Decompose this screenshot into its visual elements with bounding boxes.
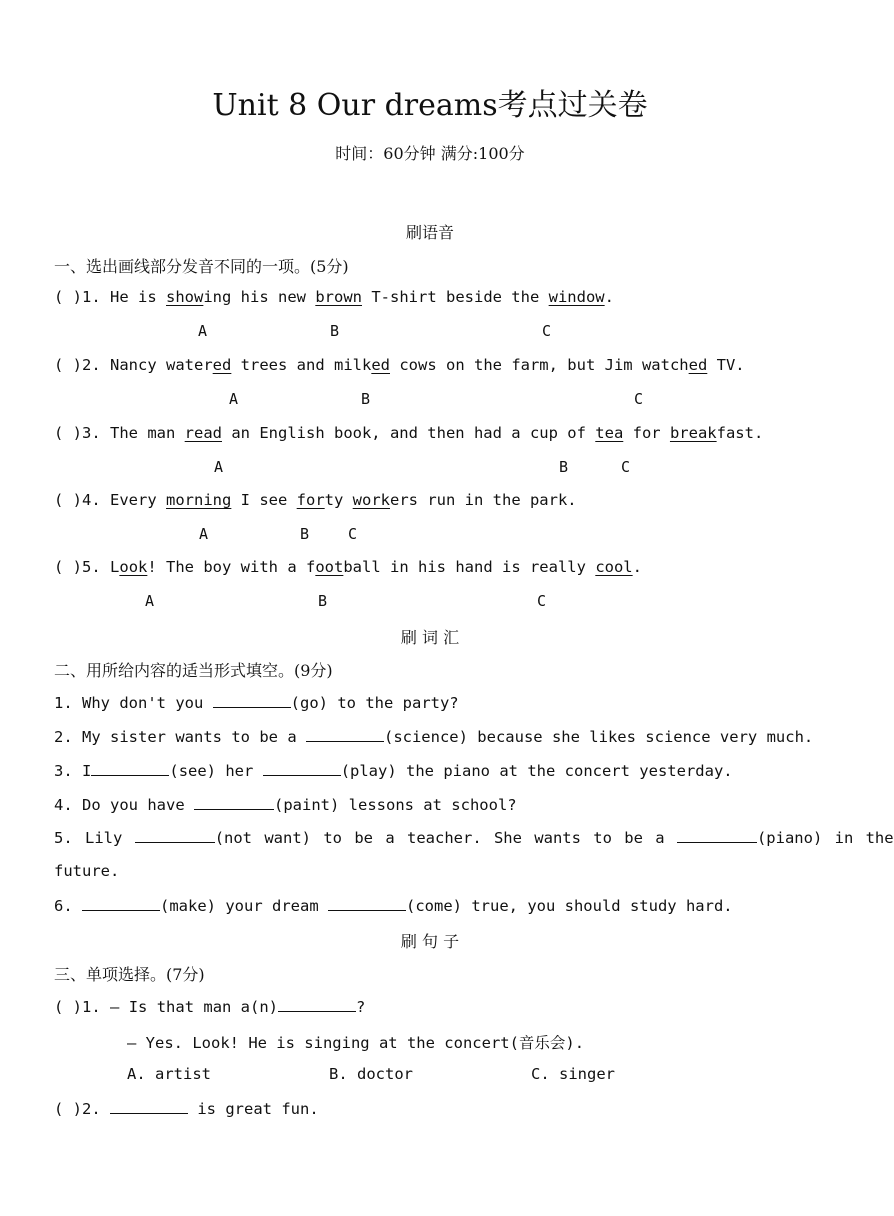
answer-paren[interactable]: ( )1.	[54, 288, 101, 306]
option-letter-a: A	[229, 390, 239, 408]
fill-blank-continuation: future.	[54, 862, 120, 880]
underlined-part: ed	[371, 356, 390, 374]
option-letter-a: A	[214, 458, 224, 476]
answer-blank[interactable]	[194, 795, 274, 810]
option-letter-c: C	[634, 390, 644, 408]
option-letter-a: A	[199, 525, 209, 543]
option-a[interactable]: A. artist	[127, 1065, 211, 1083]
underlined-part: read	[184, 424, 222, 442]
answer-blank[interactable]	[328, 896, 406, 911]
answer-blank[interactable]	[135, 828, 215, 843]
phonics-question: ( )2. Nancy watered trees and milked cows on the farm, but Jim watched TV.	[54, 356, 745, 374]
option-letter-a: A	[145, 592, 155, 610]
exam-info: 时间：60分钟 满分:100分	[335, 144, 525, 163]
option-b[interactable]: B. doctor	[329, 1065, 413, 1083]
underlined-part: ed	[212, 356, 232, 374]
underlined-part: morning	[166, 491, 232, 509]
answer-paren[interactable]: ( )2.	[54, 356, 101, 374]
answer-blank[interactable]	[91, 761, 169, 776]
phonics-question: ( )5. Look! The boy with a football in his hand is really cool.	[54, 558, 642, 576]
answer-paren[interactable]: ( )2.	[54, 1100, 101, 1118]
underlined-part: work	[352, 491, 390, 509]
option-letter-b: B	[300, 525, 310, 543]
option-letter-c: C	[621, 458, 631, 476]
section-heading-sentences: 刷 句 子	[400, 932, 460, 951]
underlined-part: window	[548, 288, 605, 306]
dialogue-answer: — Yes. Look! He is singing at the concert(音乐会).	[127, 1034, 585, 1052]
option-letter-b: B	[330, 322, 340, 340]
answer-blank[interactable]	[82, 896, 160, 911]
option-c[interactable]: C. singer	[531, 1065, 615, 1083]
answer-blank[interactable]	[213, 693, 291, 708]
underlined-part: break	[669, 424, 717, 442]
underlined-part: brown	[315, 288, 362, 306]
answer-paren[interactable]: ( )1.	[54, 998, 101, 1016]
choice-question: ( )1. — Is that man a(n) ?	[54, 998, 366, 1016]
instruction-vocabulary: 二、用所给内容的适当形式填空。(9分)	[54, 661, 333, 680]
option-letter-c: C	[537, 592, 547, 610]
option-letter-b: B	[559, 458, 569, 476]
option-letter-c: C	[542, 322, 552, 340]
answer-paren[interactable]: ( )5.	[54, 558, 101, 576]
fill-blank-question: 5. Lily (not want) to be a teacher. She wants to be a (piano) in the	[54, 829, 894, 847]
option-letter-b: B	[361, 390, 371, 408]
underlined-part: tea	[595, 424, 624, 442]
answer-blank[interactable]	[306, 727, 384, 742]
section-heading-vocabulary: 刷 词 汇	[400, 628, 460, 647]
answer-blank[interactable]	[263, 761, 341, 776]
instruction-phonics: 一、选出画线部分发音不同的一项。(5分)	[54, 257, 349, 276]
underlined-part: oot	[315, 558, 344, 576]
choice-question: ( )2. is great fun.	[54, 1100, 319, 1118]
answer-paren[interactable]: ( )4.	[54, 491, 101, 509]
option-letter-b: B	[318, 592, 328, 610]
instruction-sentences: 三、单项选择。(7分)	[54, 965, 205, 984]
answer-blank[interactable]	[677, 828, 757, 843]
option-letter-c: C	[348, 525, 358, 543]
option-letter-a: A	[198, 322, 208, 340]
phonics-question: ( )3. The man read an English book, and then had a cup of tea for breakfast.	[54, 424, 764, 442]
fill-blank-question: 2. My sister wants to be a (science) because she likes science very much.	[54, 728, 814, 746]
underlined-part: ook	[119, 558, 148, 576]
page-title: Unit 8 Our dreams考点过关卷	[212, 88, 648, 123]
fill-blank-question: 1. Why don't you (go) to the party?	[54, 694, 459, 712]
underlined-part: show	[166, 288, 204, 306]
phonics-question: ( )4. Every morning I see forty workers run in the park.	[54, 491, 577, 509]
phonics-question: ( )1. He is showing his new brown T-shirt beside the window.	[54, 288, 614, 306]
fill-blank-question: 4. Do you have (paint) lessons at school?	[54, 796, 517, 814]
fill-blank-question: 3. I (see) her (play) the piano at the concert yesterday.	[54, 762, 733, 780]
underlined-part: ed	[688, 356, 708, 374]
fill-blank-question: 6. (make) your dream (come) true, you should study hard.	[54, 897, 733, 915]
answer-paren[interactable]: ( )3.	[54, 424, 101, 442]
answer-blank[interactable]	[110, 1099, 188, 1114]
section-heading-phonics: 刷语音	[405, 223, 454, 242]
underlined-part: for	[296, 491, 325, 509]
underlined-part: cool	[595, 558, 633, 576]
answer-blank[interactable]	[278, 997, 356, 1012]
